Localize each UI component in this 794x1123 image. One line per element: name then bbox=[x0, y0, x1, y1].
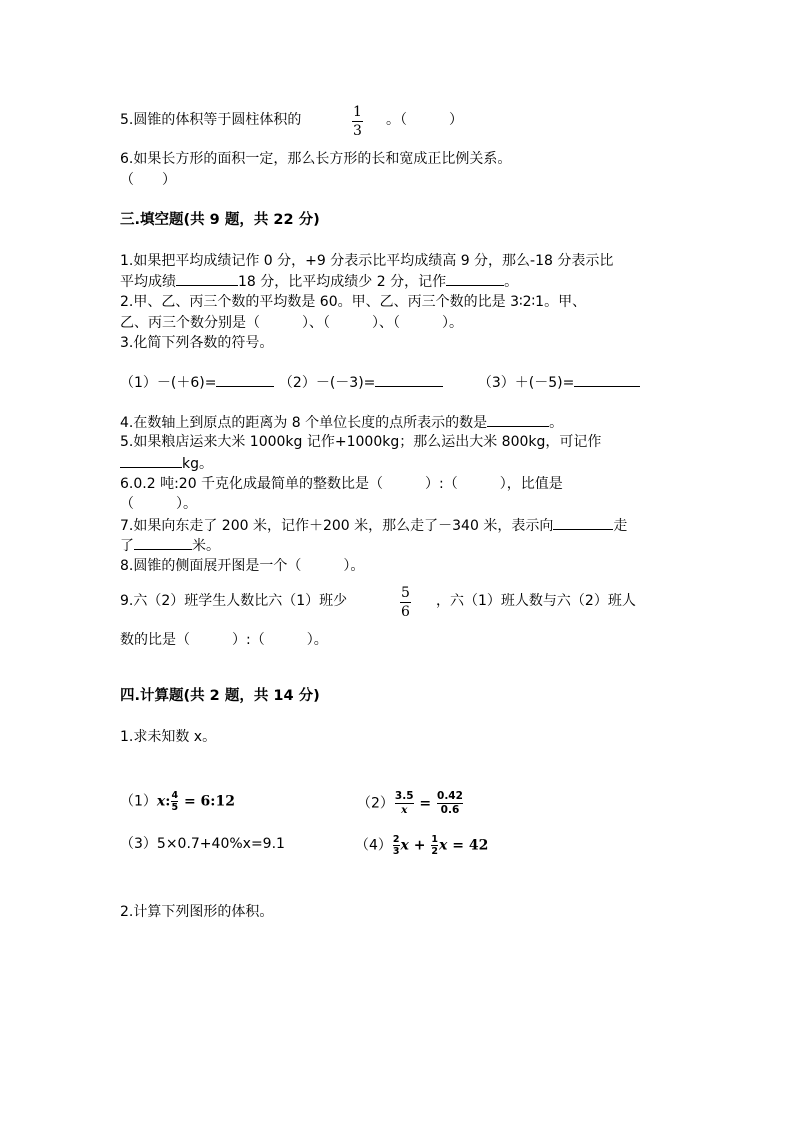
judge-q6-answer-paren: （ ） bbox=[120, 172, 176, 188]
calc-q1: 1.求未知数 x。 bbox=[120, 729, 217, 745]
fill-q3-part1: （1）－(＋6)= bbox=[120, 375, 217, 391]
fraction-five-sixths bbox=[400, 585, 411, 620]
fill-q5-line2 bbox=[120, 453, 213, 474]
fraction-numerator: 5 bbox=[401, 585, 410, 601]
fill-q6-line1: 6.0.2 吨:20 千克化成最简单的整数比是（ ）:（ ），比值是 bbox=[120, 476, 563, 492]
fill-q7-line1 bbox=[120, 515, 627, 536]
fill-q1-text-c: 。 bbox=[504, 274, 519, 290]
judge-q5 bbox=[120, 110, 301, 130]
fraction-denominator: x bbox=[401, 804, 408, 816]
equation-4-rest: = 42 bbox=[447, 837, 489, 854]
fill-q1-line1: 1.如果把平均成绩记作 0 分，+9 分表示比平均成绩高 9 分，那么-18 分表示比 bbox=[120, 253, 614, 269]
section-heading-calc: 四.计算题(共 2 题，共 14 分) bbox=[120, 688, 320, 704]
fill-q3-part3: （3）＋(－5)= bbox=[477, 375, 575, 391]
fill-q9-text-a: 9.六（2）班学生人数比六（1）班少 bbox=[120, 593, 348, 609]
fraction-two-thirds bbox=[393, 834, 400, 857]
variable-x: x bbox=[400, 837, 409, 854]
fill-q9-line2: 数的比是（ ）:（ ）。 bbox=[120, 632, 328, 648]
calc-q2: 2.计算下列图形的体积。 bbox=[120, 904, 274, 920]
fill-q9-line1-cont: ，六（1）班人数与六（2）班人 bbox=[436, 593, 636, 609]
answer-blank bbox=[216, 372, 274, 387]
equation-1-label: （1） bbox=[120, 793, 157, 810]
fill-q7-text-d: 米。 bbox=[192, 538, 220, 554]
answer-blank bbox=[574, 372, 640, 387]
equation-2-label: （2） bbox=[357, 795, 394, 812]
fill-q1-text-a: 平均成绩 bbox=[120, 274, 176, 290]
equals-sign: = bbox=[414, 795, 437, 812]
fill-q2-line1: 2.甲、乙、丙三个数的平均数是 60。甲、乙、丙三个数的比是 3∶2∶1。甲、 bbox=[120, 294, 587, 310]
fill-q2-line2: 乙、丙三个数分别是（ ）、（ ）、（ ）。 bbox=[120, 315, 463, 331]
fraction-one-third bbox=[352, 104, 363, 139]
answer-blank bbox=[375, 372, 443, 387]
answer-blank bbox=[446, 271, 504, 286]
answer-blank bbox=[120, 453, 182, 468]
fraction-denominator: 6 bbox=[401, 604, 410, 620]
fraction-numerator: 4 bbox=[171, 790, 179, 801]
fill-q6-line2: （ ）。 bbox=[120, 496, 197, 512]
fraction-numerator: 1 bbox=[431, 834, 439, 845]
answer-blank bbox=[176, 271, 238, 286]
fill-q1-text-b: 18 分，比平均成绩少 2 分，记作 bbox=[238, 274, 447, 290]
equation-4-label: （4） bbox=[355, 837, 392, 854]
fill-q3-parts bbox=[120, 372, 640, 393]
fraction-bar bbox=[352, 121, 363, 122]
fill-q4-end: 。 bbox=[549, 415, 564, 431]
fraction-right bbox=[437, 790, 463, 817]
fill-q5-line1: 5.如果粮店运来大米 1000kg 记作+1000kg；那么运出大米 800kg，可记作 bbox=[120, 434, 602, 450]
fill-q5-unit: kg。 bbox=[182, 456, 213, 472]
fill-q4-text: 4.在数轴上到原点的距离为 8 个单位长度的点所表示的数是 bbox=[120, 415, 488, 431]
fraction-numerator: 0.42 bbox=[437, 790, 463, 802]
fraction-denominator: 2 bbox=[431, 846, 439, 857]
fill-q4 bbox=[120, 412, 563, 433]
equation-3: （3）5×0.7+40%x=9.1 bbox=[120, 836, 285, 852]
equation-2 bbox=[357, 790, 464, 817]
fraction-left bbox=[395, 790, 414, 817]
fill-q7-text-b: 走 bbox=[613, 518, 628, 534]
fill-q3-part2: （2）－(－3)= bbox=[278, 375, 376, 391]
answer-blank bbox=[487, 412, 549, 427]
fraction-four-fifths bbox=[171, 790, 178, 813]
answer-blank bbox=[553, 515, 613, 530]
fraction-numerator: 3.5 bbox=[394, 790, 414, 802]
fill-q8: 8.圆锥的侧面展开图是一个（ ）。 bbox=[120, 558, 365, 574]
fraction-denominator: 0.6 bbox=[440, 804, 460, 816]
fraction-denominator: 3 bbox=[392, 846, 400, 857]
judge-q6: 6.如果长方形的面积一定，那么长方形的长和宽成正比例关系。 bbox=[120, 151, 512, 167]
colon: : bbox=[165, 793, 171, 810]
fill-q7-line2 bbox=[120, 535, 220, 556]
equation-1 bbox=[120, 790, 235, 813]
fill-q3: 3.化简下列各数的符号。 bbox=[120, 335, 274, 351]
fill-q7-text-c: 了 bbox=[120, 538, 134, 554]
fraction-bar bbox=[400, 602, 411, 603]
judge-q5-text: 5.圆锥的体积等于圆柱体积的 bbox=[120, 112, 302, 128]
section-heading-fill: 三.填空题(共 9 题，共 22 分) bbox=[120, 212, 320, 228]
fraction-numerator: 2 bbox=[392, 834, 400, 845]
fill-q9-line1 bbox=[120, 591, 347, 611]
plus-sign: + bbox=[408, 837, 431, 854]
equation-1-rest: = 6:12 bbox=[179, 793, 235, 810]
judge-q5-answer bbox=[386, 110, 463, 130]
fraction-numerator: 1 bbox=[353, 104, 362, 120]
variable-x: x bbox=[156, 793, 166, 810]
equation-4 bbox=[355, 834, 488, 857]
answer-blank bbox=[134, 535, 192, 550]
fill-q1-line2 bbox=[120, 271, 518, 292]
judge-q5-answer-paren: 。（ ） bbox=[386, 112, 463, 128]
fill-q7-text-a: 7.如果向东走了 200 米，记作＋200 米，那么走了－340 米，表示向 bbox=[120, 518, 554, 534]
fraction-denominator: 5 bbox=[171, 802, 179, 813]
fraction-one-half bbox=[431, 834, 438, 857]
fraction-denominator: 3 bbox=[353, 123, 362, 139]
variable-x: x bbox=[439, 837, 448, 854]
